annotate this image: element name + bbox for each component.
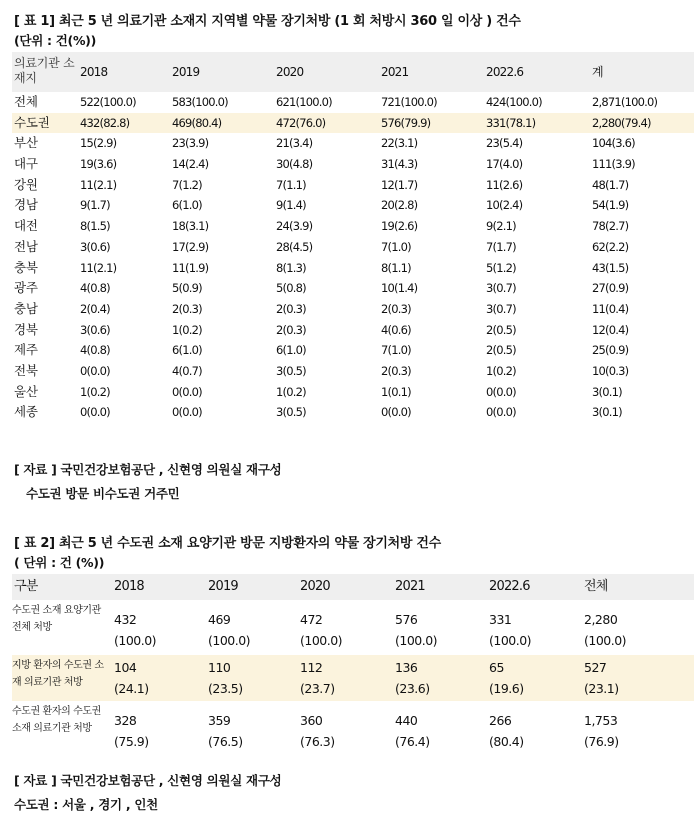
table1-cell: 1(0.1) bbox=[381, 384, 411, 399]
table1-cell: 7(1.7) bbox=[486, 239, 516, 254]
table2-percent: (100.0) bbox=[584, 633, 627, 648]
table1-cell: 48(1.7) bbox=[592, 177, 629, 192]
table1-cell: 8(1.1) bbox=[381, 260, 411, 275]
table1-cell: 27(0.9) bbox=[592, 281, 629, 296]
table1-cell: 78(2.7) bbox=[592, 219, 629, 234]
table2-count: 527 bbox=[584, 660, 607, 675]
table1-cell: 331(78.1) bbox=[486, 115, 536, 130]
table1-row bbox=[12, 113, 694, 134]
table1-cell: 5(0.8) bbox=[276, 281, 306, 296]
table2-percent: (19.6) bbox=[489, 681, 524, 696]
table2-row-header: 구분 bbox=[14, 579, 38, 594]
table2-count: 104 bbox=[114, 660, 137, 675]
table1-row bbox=[12, 175, 694, 196]
table2-percent: (100.0) bbox=[300, 633, 343, 648]
table1-cell: 12(1.7) bbox=[381, 177, 418, 192]
table1-header-row bbox=[12, 52, 694, 92]
table2-col-header: 2022.6 bbox=[489, 579, 530, 594]
table2-percent: (100.0) bbox=[114, 633, 157, 648]
table1-cell: 7(1.2) bbox=[172, 177, 202, 192]
table1-row bbox=[12, 361, 694, 382]
table1-row bbox=[12, 402, 694, 423]
table2-col-header: 2019 bbox=[208, 579, 238, 594]
table1-cell: 111(3.9) bbox=[592, 157, 635, 172]
table1-cell: 0(0.0) bbox=[80, 405, 110, 420]
table1-row-label: 충남 bbox=[14, 300, 38, 316]
table1-cell: 2,871(100.0) bbox=[592, 95, 658, 109]
table1-cell: 3(0.7) bbox=[486, 301, 516, 316]
table1-row-label: 대전 bbox=[14, 218, 38, 234]
table1-body bbox=[12, 92, 694, 423]
table2-percent: (76.5) bbox=[208, 734, 243, 749]
table1-cell: 22(3.1) bbox=[381, 136, 418, 151]
table1-cell: 19(3.6) bbox=[80, 157, 117, 172]
table2-count: 331 bbox=[489, 612, 512, 627]
table1-cell: 9(2.1) bbox=[486, 219, 516, 234]
table1-cell: 11(1.9) bbox=[172, 260, 209, 275]
table1-cell: 23(5.4) bbox=[486, 136, 523, 151]
table1-row-label: 전체 bbox=[14, 94, 38, 109]
table1-col-header: 2022.6 bbox=[486, 65, 524, 79]
table2-row bbox=[12, 600, 694, 655]
table1-cell: 11(0.4) bbox=[592, 301, 629, 316]
table2-percent: (23.7) bbox=[300, 681, 335, 696]
table1-cell: 4(0.6) bbox=[381, 322, 411, 337]
table1-row-label: 대구 bbox=[14, 156, 38, 172]
table1-row bbox=[12, 278, 694, 299]
table1-unit: (단위 : 건(%)) bbox=[14, 33, 97, 48]
table1-cell: 2(0.4) bbox=[80, 301, 110, 316]
table1-cell: 3(0.7) bbox=[486, 281, 516, 296]
table2-count: 2,280 bbox=[584, 612, 618, 627]
table2-count: 472 bbox=[300, 612, 323, 627]
table1-cell: 721(100.0) bbox=[381, 95, 437, 109]
table2-row bbox=[12, 655, 694, 701]
table1-cell: 23(3.9) bbox=[172, 136, 209, 151]
table1-row-label: 울산 bbox=[14, 383, 38, 399]
table2-percent: (100.0) bbox=[489, 633, 532, 648]
table1-row-label: 전남 bbox=[14, 238, 38, 254]
table1-row bbox=[12, 320, 694, 341]
table2-percent: (80.4) bbox=[489, 734, 524, 749]
table1-cell: 7(1.0) bbox=[381, 239, 411, 254]
table1-row bbox=[12, 133, 694, 154]
table1-cell: 0(0.0) bbox=[381, 405, 411, 420]
table2-header-row bbox=[12, 574, 694, 600]
table2-unit: ( 단위 : 건 (%)) bbox=[14, 555, 105, 570]
table1-cell: 7(1.1) bbox=[276, 177, 306, 192]
table1-cell: 583(100.0) bbox=[172, 95, 228, 109]
table1-cell: 17(2.9) bbox=[172, 239, 209, 254]
table1-row bbox=[12, 216, 694, 237]
table1-cell: 2(0.3) bbox=[381, 301, 411, 316]
table1-cell: 4(0.7) bbox=[172, 363, 202, 378]
table1-row-label: 세종 bbox=[14, 404, 38, 420]
table2 bbox=[12, 574, 694, 756]
table1-cell: 472(76.0) bbox=[276, 115, 326, 130]
table1-cell: 4(0.8) bbox=[80, 281, 110, 296]
table2-count: 112 bbox=[300, 660, 323, 675]
table1-col-header: 2018 bbox=[80, 65, 108, 79]
table1-cell: 3(0.5) bbox=[276, 405, 306, 420]
table1-row bbox=[12, 299, 694, 320]
table1-cell: 3(0.1) bbox=[592, 384, 622, 399]
table2-count: 266 bbox=[489, 713, 512, 728]
table1-cell: 5(1.2) bbox=[486, 260, 516, 275]
table1-row-label: 경북 bbox=[14, 321, 38, 337]
table1-cell: 21(3.4) bbox=[276, 136, 313, 151]
table1-cell: 11(2.1) bbox=[80, 260, 117, 275]
table1-title: [ 표 1] 최근 5 년 의료기관 소재지 지역별 약물 장기처방 (1 회 처방시 360 일 이상 ) 건수 bbox=[14, 14, 521, 29]
table1-cell: 9(1.4) bbox=[276, 198, 306, 213]
table1-cell: 62(2.2) bbox=[592, 239, 629, 254]
table1-cell: 28(4.5) bbox=[276, 239, 313, 254]
table1-cell: 2(0.3) bbox=[172, 301, 202, 316]
table1-cell: 2(0.3) bbox=[381, 363, 411, 378]
table1-row bbox=[12, 195, 694, 216]
table1-cell: 3(0.6) bbox=[80, 239, 110, 254]
table2-row-label: 수도권 소재 요양기관 전체 처방 bbox=[12, 605, 101, 633]
table1-cell: 0(0.0) bbox=[172, 405, 202, 420]
table1-cell: 6(1.0) bbox=[172, 343, 202, 358]
table1-cell: 19(2.6) bbox=[381, 219, 418, 234]
table2-col-header: 2021 bbox=[395, 579, 425, 594]
table2-count: 440 bbox=[395, 713, 418, 728]
table1-cell: 10(1.4) bbox=[381, 281, 418, 296]
table2-count: 65 bbox=[489, 660, 504, 675]
table1-row-label: 부산 bbox=[14, 135, 38, 151]
table2-count: 1,753 bbox=[584, 713, 618, 728]
table1-row-header: 의료기관 소재지 bbox=[14, 56, 75, 85]
table1-source: [ 자료 ] 국민건강보험공단 , 신현영 의원실 재구성 bbox=[14, 462, 282, 477]
table2-count: 136 bbox=[395, 660, 418, 675]
table1-cell: 17(4.0) bbox=[486, 157, 523, 172]
table1-cell: 54(1.9) bbox=[592, 198, 629, 213]
table2-percent: (23.1) bbox=[584, 681, 619, 696]
table1-cell: 14(2.4) bbox=[172, 157, 209, 172]
table1-cell: 9(1.7) bbox=[80, 198, 110, 213]
table2-percent: (24.1) bbox=[114, 681, 149, 696]
table1-cell: 104(3.6) bbox=[592, 136, 635, 151]
table1-cell: 4(0.8) bbox=[80, 343, 110, 358]
table1-row bbox=[12, 382, 694, 403]
table2-row-label: 수도권 환자의 수도권 소재 의료기관 처방 bbox=[12, 706, 101, 734]
table1-cell: 11(2.6) bbox=[486, 177, 523, 192]
table1-row bbox=[12, 237, 694, 258]
table1-row-label: 충북 bbox=[14, 259, 38, 275]
table1-row bbox=[12, 258, 694, 279]
table1-row-label: 강원 bbox=[14, 176, 38, 192]
table1-cell: 10(2.4) bbox=[486, 198, 523, 213]
table2-count: 328 bbox=[114, 713, 137, 728]
table1-cell: 8(1.5) bbox=[80, 219, 110, 234]
table1-row-label: 경남 bbox=[14, 197, 38, 213]
table1-cell: 15(2.9) bbox=[80, 136, 117, 151]
table1-cell: 2,280(79.4) bbox=[592, 115, 651, 130]
table1-row bbox=[12, 92, 694, 113]
table2-row-label: 지방 환자의 수도권 소재 의료기관 처방 bbox=[12, 660, 104, 688]
table2-percent: (100.0) bbox=[395, 633, 438, 648]
table1-cell: 11(2.1) bbox=[80, 177, 117, 192]
table1-cell: 1(0.2) bbox=[80, 384, 110, 399]
table2-row bbox=[12, 701, 694, 756]
table2-count: 110 bbox=[208, 660, 231, 675]
table1-col-header: 2020 bbox=[276, 65, 304, 79]
table1-cell: 6(1.0) bbox=[172, 198, 202, 213]
table1-cell: 3(0.5) bbox=[276, 363, 306, 378]
table2-percent: (76.3) bbox=[300, 734, 335, 749]
table1-row bbox=[12, 154, 694, 175]
table1 bbox=[12, 52, 694, 423]
table1-cell: 5(0.9) bbox=[172, 281, 202, 296]
table1-cell: 2(0.3) bbox=[276, 301, 306, 316]
table1-cell: 424(100.0) bbox=[486, 95, 542, 109]
table2-count: 360 bbox=[300, 713, 323, 728]
table1-cell: 12(0.4) bbox=[592, 322, 629, 337]
table2-body bbox=[12, 600, 694, 756]
table1-cell: 621(100.0) bbox=[276, 95, 332, 109]
table1-cell: 2(0.5) bbox=[486, 322, 516, 337]
table1-cell: 469(80.4) bbox=[172, 115, 222, 130]
table1-cell: 0(0.0) bbox=[80, 363, 110, 378]
table1-cell: 0(0.0) bbox=[486, 405, 516, 420]
table2-percent: (100.0) bbox=[208, 633, 251, 648]
table1-cell: 7(1.0) bbox=[381, 343, 411, 358]
table1-cell: 25(0.9) bbox=[592, 343, 629, 358]
table1-cell: 24(3.9) bbox=[276, 219, 313, 234]
table2-percent: (23.5) bbox=[208, 681, 243, 696]
table1-cell: 1(0.2) bbox=[172, 322, 202, 337]
table2-count: 576 bbox=[395, 612, 418, 627]
table1-cell: 3(0.1) bbox=[592, 405, 622, 420]
table1-cell: 8(1.3) bbox=[276, 260, 306, 275]
table1-cell: 6(1.0) bbox=[276, 343, 306, 358]
table1-col-header: 계 bbox=[592, 65, 603, 79]
table2-col-header: 2020 bbox=[300, 579, 330, 594]
table1-cell: 432(82.8) bbox=[80, 115, 130, 130]
table2-count: 432 bbox=[114, 612, 137, 627]
table2-note: 수도권 : 서울 , 경기 , 인천 bbox=[14, 797, 158, 812]
table1-cell: 18(3.1) bbox=[172, 219, 209, 234]
table1-cell: 0(0.0) bbox=[172, 384, 202, 399]
table1-row bbox=[12, 340, 694, 361]
table2-percent: (75.9) bbox=[114, 734, 149, 749]
table1-cell: 20(2.8) bbox=[381, 198, 418, 213]
table2-col-header: 전체 bbox=[584, 579, 608, 594]
table1-cell: 3(0.6) bbox=[80, 322, 110, 337]
table2-count: 469 bbox=[208, 612, 231, 627]
table1-cell: 2(0.3) bbox=[276, 322, 306, 337]
table1-cell: 43(1.5) bbox=[592, 260, 629, 275]
table1-col-header: 2021 bbox=[381, 65, 409, 79]
table1-row-label: 수도권 bbox=[14, 114, 50, 130]
table2-percent: (76.9) bbox=[584, 734, 619, 749]
table2-percent: (76.4) bbox=[395, 734, 430, 749]
table1-cell: 522(100.0) bbox=[80, 95, 136, 109]
table1-note: 수도권 방문 비수도권 거주민 bbox=[26, 486, 180, 501]
table1-cell: 30(4.8) bbox=[276, 157, 313, 172]
table1-cell: 0(0.0) bbox=[486, 384, 516, 399]
table1-row-label: 제주 bbox=[14, 342, 38, 358]
table2-source: [ 자료 ] 국민건강보험공단 , 신현영 의원실 재구성 bbox=[14, 773, 282, 788]
table2-count: 359 bbox=[208, 713, 231, 728]
table1-cell: 31(4.3) bbox=[381, 157, 418, 172]
table1-cell: 1(0.2) bbox=[486, 363, 516, 378]
table2-percent: (23.6) bbox=[395, 681, 430, 696]
table1-row-label: 전북 bbox=[14, 362, 38, 378]
table1-cell: 2(0.5) bbox=[486, 343, 516, 358]
table1-cell: 1(0.2) bbox=[276, 384, 306, 399]
table2-title: [ 표 2] 최근 5 년 수도권 소재 요양기관 방문 지방환자의 약물 장기처방 건수 bbox=[14, 536, 441, 551]
table1-row-label: 광주 bbox=[14, 280, 38, 296]
table2-col-header: 2018 bbox=[114, 579, 144, 594]
table1-cell: 576(79.9) bbox=[381, 115, 431, 130]
table1-col-header: 2019 bbox=[172, 65, 200, 79]
table1-cell: 10(0.3) bbox=[592, 363, 629, 378]
